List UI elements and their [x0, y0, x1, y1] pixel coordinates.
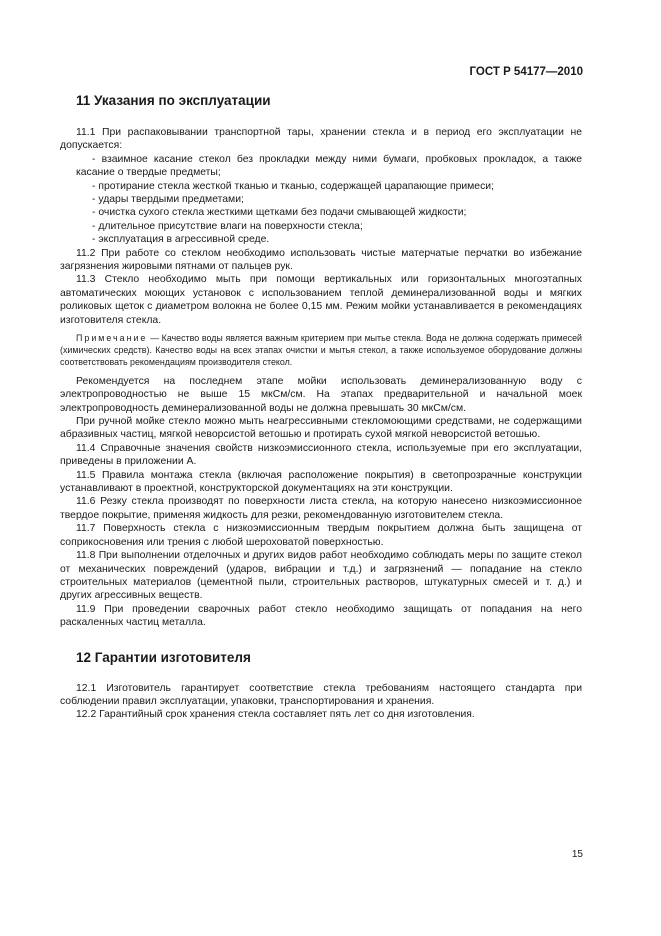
list-item: - удары твердыми предметами;	[60, 193, 582, 206]
section-11-heading: 11 Указания по эксплуатации	[76, 93, 271, 108]
paragraph-manual-washing: При ручной мойке стекло можно мыть неагрессивными стекломоющими средствами, не содержащими абразивных частиц, мягкой неворсистой ветошью и протирать сухой мягкой неворсистой ветошью.	[60, 416, 582, 441]
paragraph-11-1: 11.1 При распаковывании транспортной тары, хранении стекла и в период его эксплуатации не допускается:	[60, 127, 582, 152]
paragraph-11-4: 11.4 Справочные значения свойств низкоэмиссионного стекла, используемые при его эксплуатации, приведены в приложении А.	[60, 442, 582, 468]
paragraph-11-6: 11.6 Резку стекла производят по поверхности листа стекла, на которую нанесено низкоэмиссионное твердое покрытие, применяя жидкость для резки, рекомендованную изготовителем стекла.	[60, 496, 582, 521]
note-block	[60, 333, 582, 369]
paragraph-11-2: 11.2 При работе со стеклом необходимо использовать чистые матерчатые перчатки во избежание загрязнения жировыми пятнами от пальцев рук.	[60, 247, 582, 273]
paragraph-11-8: 11.8 При выполнении отделочных и других видов работ необходимо соблюдать меры по защите стекол от механических повреждений (ударов, вибрации и т.д.) и загрязнений — попадание на стекло строительных материалов (цементной пыли, строительных растворов, штукатурных смесей и т. д.) и других агрессивных веществ.	[60, 550, 582, 602]
list-item: - взаимное касание стекол без прокладки между ними бумаги, пробковых прокладок, а также касание о твердые предметы;	[60, 153, 582, 180]
document-id-header: ГОСТ Р 54177—2010	[469, 66, 583, 78]
list-item: - протирание стекла жесткой тканью и тканью, содержащей царапающие примеси;	[60, 180, 582, 193]
paragraph-11-3: 11.3 Стекло необходимо мыть при помощи вертикальных или горизонтальных многоэтапных автоматических моющих установок с использованием теплой деминерализованной воды и мягких роликовых щеток с диаметром волокна не более 0,15 мм. Режим мойки устанавливается в рекомендациях изготовителя стекла.	[60, 274, 582, 326]
note-text: — Качество воды является важным критерием при мытье стекла. Вода не должна содержать примесей (химических средств). Качество воды на всех этапах очистки и мытья стекол, а также используемое оборудование должны соответствовать рекомендациям производителя стекол.	[60, 333, 582, 367]
list-item: - эксплуатация в агрессивной среде.	[60, 233, 582, 246]
list-item: - длительное присутствие влаги на поверхности стекла;	[60, 220, 582, 233]
paragraph-12-2: 12.2 Гарантийный срок хранения стекла составляет пять лет со дня изготовления.	[76, 709, 475, 721]
list-item: - очистка сухого стекла жесткими щетками без подачи смывающей жидкости;	[60, 206, 582, 219]
paragraph-recommendation: Рекомендуется на последнем этапе мойки использовать деминерализованную воду с электропроводностью не выше 15 мкСм/см. На этапах предварительной и начальной моек электропроводность деминерализованной воды не должна превышать 30 мкСм/см.	[60, 375, 582, 414]
paragraph-11-5: 11.5 Правила монтажа стекла (включая расположение покрытия) в светопрозрачные конструкции устанавливают в проектной, конструкторской документациях на эти конструкции.	[60, 469, 582, 495]
paragraph-12-1: 12.1 Изготовитель гарантирует соответствие стекла требованиям настоящего стандарта при соблюдении правил эксплуатации, упаковки, транспортирования и хранения.	[60, 682, 582, 707]
note-label: Примечание	[76, 333, 148, 344]
page-content	[60, 93, 582, 722]
paragraph-11-9: 11.9 При проведении сварочных работ стекло необходимо защищать от попадания на него раскаленных частиц металла.	[60, 603, 582, 629]
paragraph-11-7: 11.7 Поверхность стекла с низкоэмиссионным твердым покрытием должна быть защищена от соприкосновения или трения с любой шероховатой поверхностью.	[60, 523, 582, 548]
page-number: 15	[571, 849, 583, 860]
section-12-heading: 12 Гарантии изготовителя	[76, 649, 251, 665]
